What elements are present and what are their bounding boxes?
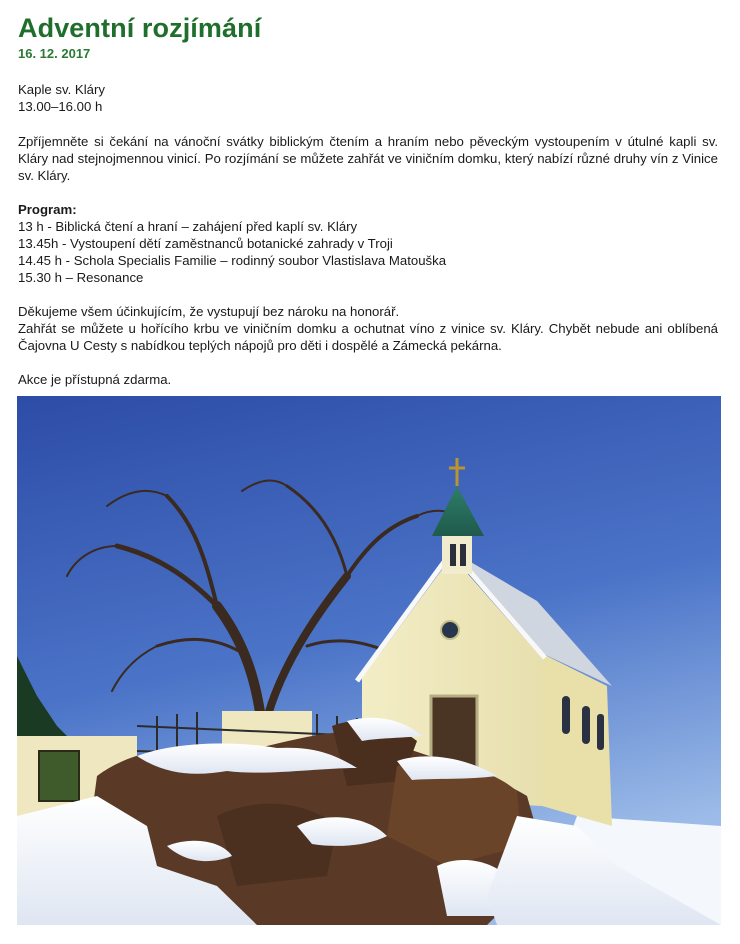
side-window	[582, 706, 590, 744]
thanks-block	[18, 303, 718, 354]
program-item: 13.45h - Vystoupení dětí zaměstnanců botanické zahrady v Troji	[18, 236, 393, 251]
article	[18, 10, 718, 388]
invitation-text: Zahřát se můžete u hořícího krbu ve viničním domku a ochutnat víno z vinice sv. Kláry. Chybět nebude ani oblíbená Čajovna U Cesty s nabídkou teplých nápojů pro děti i dospělé a Zámecká pekárna.	[18, 321, 718, 353]
free-entry-text: Akce je přístupná zdarma.	[18, 372, 172, 387]
article-title: Adventní rozjímání	[18, 13, 262, 43]
venue-block	[18, 81, 718, 115]
intro-paragraph: Zpříjemněte si čekání na vánoční svátky biblickým čtením a hraním nebo pěveckým vystoupením v útulné kapli sv. Kláry nad stejnojmennou vinicí. Po rozjímání se můžete zahřát ve viničním domku, který nabízí různé druhy vín z Vinice sv. Kláry.	[18, 134, 718, 183]
info-board	[39, 751, 79, 801]
program-heading: Program:	[18, 202, 77, 217]
program-item: 15.30 h – Resonance	[18, 270, 144, 285]
round-window	[441, 621, 459, 639]
event-time: 13.00–16.00 h	[18, 99, 103, 114]
side-window	[562, 696, 570, 734]
program-item: 13 h - Biblická čtení a hraní – zahájení před kaplí sv. Kláry	[18, 219, 358, 234]
program-block	[18, 201, 718, 286]
thanks-text: Děkujeme všem účinkujícím, že vystupují bez nároku na honorář.	[18, 304, 400, 319]
program-item: 14.45 h - Schola Specialis Familie – rodinný soubor Vlastislava Matouška	[18, 253, 447, 268]
article-date: 16. 12. 2017	[18, 46, 91, 61]
side-window	[597, 714, 604, 750]
chapel-photo	[17, 396, 721, 925]
venue-name: Kaple sv. Kláry	[18, 82, 105, 97]
